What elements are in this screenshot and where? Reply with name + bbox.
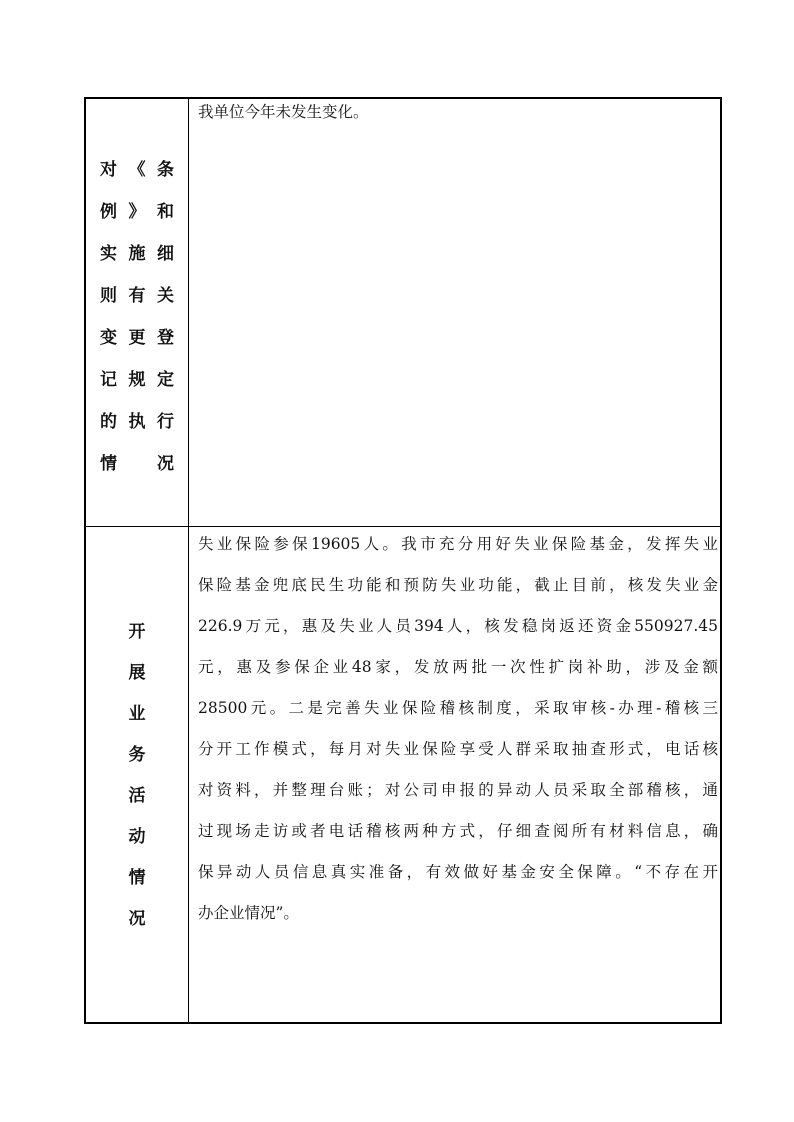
label-line: 情	[128, 868, 146, 888]
label-line: 实施细	[100, 244, 174, 264]
label-line: 展	[128, 663, 146, 683]
label-line: 况	[128, 909, 146, 929]
content-line: 28500元。二是完善失业保险稽核制度，采取审核-办理-稽核三	[198, 699, 718, 717]
content-line: 过现场走访或者电话稽核两种方式，仔细查阅所有材料信息，确	[198, 822, 718, 840]
content-line: 对资料，并整理台账；对公司申报的异动人员采取全部稽核，通	[198, 781, 718, 799]
row-label-registration-change	[86, 149, 188, 485]
label-line: 情 况	[100, 454, 174, 474]
label-line: 活	[128, 786, 146, 806]
label-line: 变更登	[100, 328, 174, 348]
content-line: 保异动人员信息真实准备，有效做好基金安全保障。“不存在开	[198, 863, 718, 881]
content-line: 失业保险参保19605人。我市充分用好失业保险基金，发挥失业	[198, 535, 718, 553]
label-line: 则有关	[100, 286, 174, 306]
label-line: 例》和	[100, 202, 174, 222]
row-content-registration-change	[198, 92, 718, 133]
content-line: 分开工作模式，每月对失业保险享受人群采取抽查形式，电话核	[198, 740, 718, 758]
label-line: 记规定	[100, 370, 174, 390]
column-divider	[188, 99, 189, 1022]
content-line: 我单位今年未发生变化。	[198, 103, 369, 121]
label-line: 的执行	[100, 412, 174, 432]
row-content-business-activities	[198, 524, 718, 934]
content-line: 226.9万元，惠及失业人员394人，核发稳岗返还资金550927.45	[198, 617, 718, 635]
label-line: 开	[128, 622, 146, 642]
label-line: 对《条	[100, 160, 174, 180]
content-line: 办企业情况”。	[198, 904, 299, 922]
label-line: 务	[128, 745, 146, 765]
label-line: 动	[128, 827, 146, 847]
row-label-business-activities	[86, 612, 188, 940]
label-line: 业	[128, 704, 146, 724]
content-line: 元，惠及参保企业48家，发放两批一次性扩岗补助，涉及金额	[198, 658, 718, 676]
content-line: 保险基金兜底民生功能和预防失业功能，截止目前，核发失业金	[198, 576, 718, 594]
report-table	[84, 97, 722, 1024]
